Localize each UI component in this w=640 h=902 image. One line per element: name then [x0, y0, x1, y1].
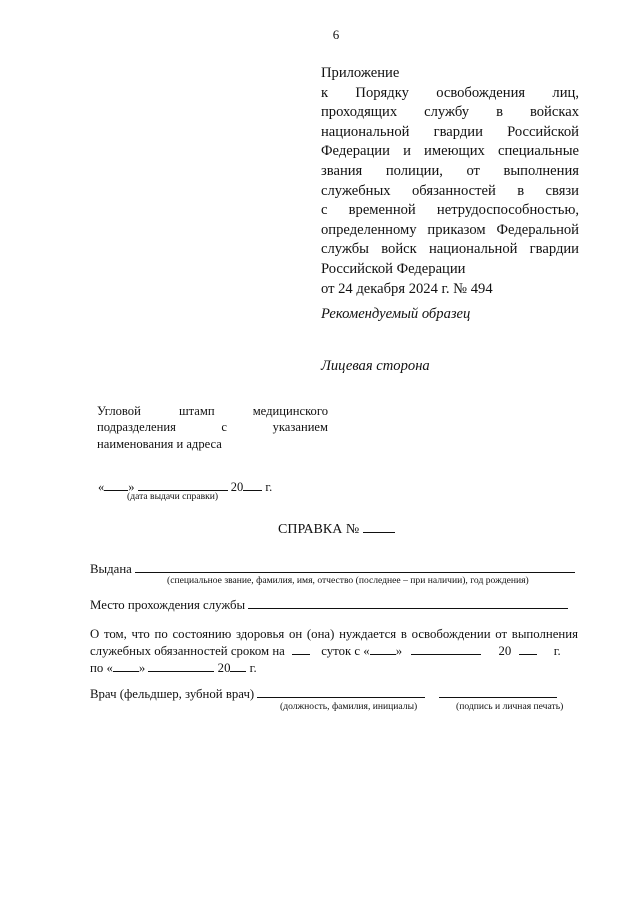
days-blank[interactable] — [292, 642, 310, 655]
appendix-order: от 24 декабря 2024 г. № 494 — [321, 280, 493, 297]
corner-stamp-area — [97, 403, 328, 452]
statement-text: » — [395, 644, 403, 658]
appendix-line: звания полиции, от выполнения — [321, 162, 579, 179]
statement-paragraph — [90, 627, 578, 676]
month-blank[interactable] — [138, 478, 228, 491]
year-suffix: г. — [265, 480, 273, 494]
signature-caption: (подпись и личная печать) — [456, 701, 564, 712]
doctor-details-blank[interactable] — [257, 685, 425, 698]
stamp-line: подразделения с указанием — [97, 420, 328, 435]
appendix-line: с временной нетрудоспособностью, — [321, 202, 579, 219]
doctor-label: Врач (фельдшер, зубной врач) — [90, 687, 255, 701]
year-blank[interactable] — [243, 478, 262, 491]
statement-text: 20 — [217, 661, 231, 675]
recommended-sample-label: Рекомендуемый образец — [321, 306, 471, 322]
issued-to-blank[interactable] — [135, 560, 575, 573]
stamp-line: наименования и адреса — [97, 436, 222, 451]
certificate-number-blank[interactable] — [363, 520, 395, 533]
statement-text: г. — [553, 644, 561, 658]
issue-date-caption: (дата выдачи справки) — [127, 491, 219, 502]
statement-line: О том, что по состоянию здоровья он (она) нуждается в освобождении от выполнения — [90, 627, 578, 641]
certificate-title-text: СПРАВКА № — [278, 522, 360, 537]
statement-text: » — [138, 661, 146, 675]
appendix-line: служебных обязанностей в связи — [321, 182, 579, 199]
service-place-blank[interactable] — [248, 596, 568, 609]
appendix-line: Федерации и имеющих специальные — [321, 143, 579, 160]
certificate-title — [278, 520, 395, 538]
doctor-details-caption: (должность, фамилия, инициалы) — [280, 701, 418, 712]
open-quote: « — [98, 480, 105, 494]
service-place-label: Место прохождения службы — [90, 598, 246, 612]
issued-to-caption: (специальное звание, фамилия, имя, отчество (последнее – при наличии), год рождения) — [167, 575, 529, 586]
issued-to-label: Выдана — [90, 562, 132, 576]
front-side-label: Лицевая сторона — [321, 358, 430, 374]
appendix-line: национальной гвардии Российской — [321, 123, 579, 140]
appendix-line: определенному приказом Федеральной — [321, 221, 579, 238]
from-year-blank[interactable] — [519, 642, 537, 655]
to-day-blank[interactable] — [113, 659, 139, 672]
appendix-block — [321, 64, 579, 299]
appendix-line: службы войск национальной гвардии — [321, 241, 579, 258]
year-prefix: 20 — [230, 480, 244, 494]
appendix-line: к Порядку освобождения лиц, — [321, 84, 579, 101]
to-month-blank[interactable] — [148, 659, 214, 672]
page-number: 6 — [332, 27, 340, 42]
appendix-heading: Приложение — [321, 65, 400, 81]
service-place-row — [90, 596, 568, 613]
from-day-blank[interactable] — [370, 642, 396, 655]
statement-line-3 — [90, 659, 578, 676]
statement-text: 20 — [498, 644, 512, 658]
signature-blank[interactable] — [439, 685, 557, 698]
statement-text: по « — [90, 661, 113, 675]
close-quote: » — [128, 480, 135, 494]
statement-text: служебных обязанностей сроком на — [90, 644, 285, 658]
statement-text: суток с « — [321, 644, 370, 658]
from-month-blank[interactable] — [411, 642, 481, 655]
to-year-blank[interactable] — [230, 659, 246, 672]
stamp-line: Угловой штамп медицинского — [97, 404, 328, 418]
appendix-line: Российской Федерации — [321, 260, 466, 277]
statement-text: г. — [249, 661, 257, 675]
appendix-line: проходящих службу в войсках — [321, 104, 579, 121]
doctor-row — [90, 685, 557, 702]
statement-line-2 — [90, 642, 578, 659]
day-blank[interactable] — [104, 478, 128, 491]
